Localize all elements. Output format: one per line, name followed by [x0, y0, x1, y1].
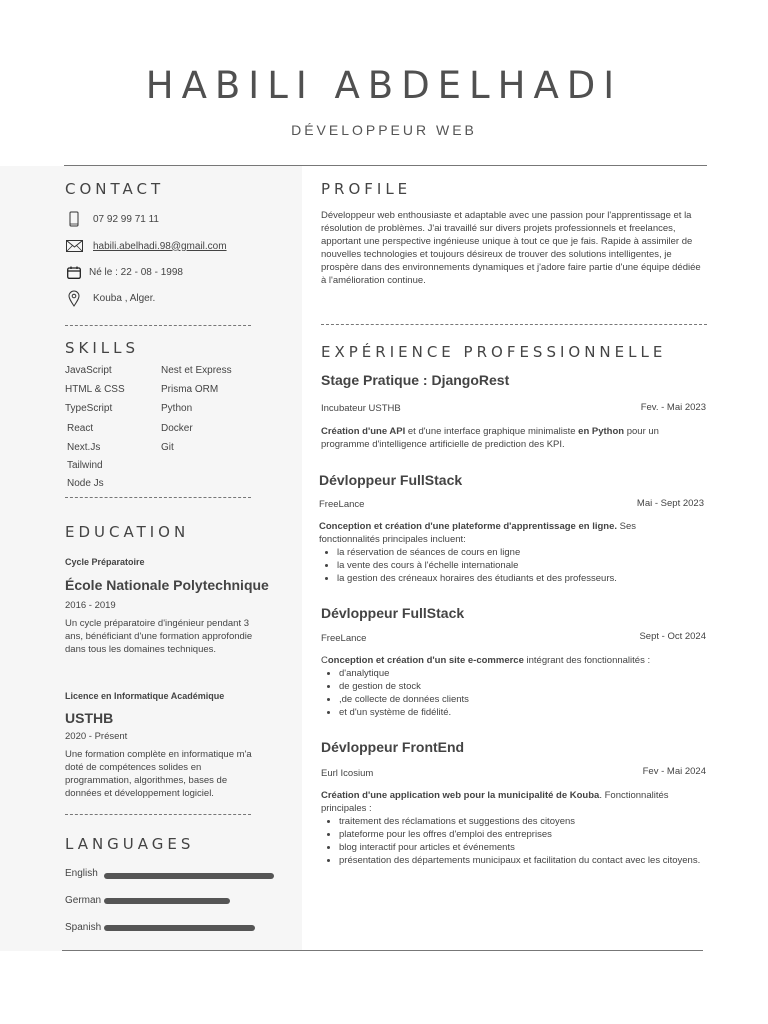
language-name: Spanish — [65, 922, 102, 933]
calendar-icon — [65, 264, 83, 280]
email-link[interactable]: habili.abelhadi.98@gmail.com — [93, 240, 227, 252]
location-pin-icon — [65, 290, 83, 306]
language-name: English — [65, 868, 98, 879]
job-org: FreeLance — [319, 499, 365, 510]
contact-heading: CONTACT — [65, 180, 165, 198]
sidebar — [0, 166, 302, 951]
skill-item: Python — [161, 403, 193, 414]
language-level-bar — [104, 873, 274, 879]
contact-email — [65, 236, 295, 256]
divider — [65, 325, 251, 326]
contact-location — [65, 288, 295, 308]
list-item: • et d'un système de fidélité. — [339, 706, 701, 719]
languages-heading: LANGUAGES — [65, 835, 195, 853]
list-item: • présentation des départements municipaux et facilitation du contact avec les citoyens. — [339, 854, 701, 867]
job-title: Dévloppeur FullStack — [321, 605, 465, 621]
divider — [321, 324, 707, 325]
education-school: USTHB — [65, 710, 114, 726]
footer-divider — [62, 950, 703, 951]
job-date: Mai - Sept 2023 — [636, 498, 704, 509]
education-heading: EDUCATION — [65, 523, 190, 541]
job-description: Création d'une API et d'une interface graphique minimaliste en Python pour un programme d'intelligence artificielle de prediction des KPI. — [321, 426, 659, 450]
education-description: Un cycle préparatoire d'ingénieur pendant 3 ans, bénéficiant d'une formation approfondie dans tous les domaines techniques. — [65, 618, 253, 655]
skill-item: Docker — [161, 423, 193, 434]
skill-item: TypeScript — [65, 403, 113, 414]
list-item: • ,de collecte de données clients — [339, 693, 701, 706]
divider — [65, 814, 251, 815]
skill-item: Prisma ORM — [161, 384, 219, 395]
job-title: DÉVELOPPEUR WEB — [291, 122, 477, 138]
experience-heading: EXPÉRIENCE PROFESSIONNELLE — [321, 343, 667, 361]
list-item: • traitement des réclamations et suggestions des citoyens — [339, 815, 701, 828]
phone-number: 07 92 99 71 11 — [93, 213, 159, 225]
job-org: FreeLance — [321, 633, 367, 644]
education-school: École Nationale Polytechnique — [65, 577, 269, 593]
education-label: Licence en Informatique Académique — [65, 691, 225, 701]
birth-date: Né le : 22 - 08 - 1998 — [89, 266, 183, 278]
skill-item: React — [67, 423, 94, 434]
language-level-bar — [104, 925, 255, 931]
person-name: HABILI ABDELHADI — [145, 64, 623, 107]
education-description: Une formation complète en informatique m'a doté de compétences solides en programmation, algorithmes, bases de données et développement logiciel. — [65, 749, 252, 799]
mail-icon — [65, 238, 83, 254]
language-level-bar — [104, 898, 230, 904]
skill-item: Git — [161, 442, 174, 453]
job-date: Sept - Oct 2024 — [639, 631, 706, 642]
job-title: Stage Pratique : DjangoRest — [321, 372, 510, 388]
job-date: Fev - Mai 2024 — [642, 766, 706, 777]
list-item: • de gestion de stock — [339, 680, 701, 693]
skill-item: HTML & CSS — [65, 384, 125, 395]
skill-item: Tailwind — [67, 460, 103, 471]
list-item: • la vente des cours à l'échelle internationale — [337, 559, 699, 572]
list-item: • la réservation de séances de cours en ligne — [337, 546, 699, 559]
list-item: • d'analytique — [339, 667, 701, 680]
job-description: Conception et création d'une plateforme d'apprentissage en ligne. Ses fonctionnalités principales incluent: • la réservation de séances de cours en ligne • la vente des cours à l'échelle internationale • la gestion des créneaux horaires des étudiants et des professeurs. — [319, 520, 699, 585]
education-years: 2016 - 2019 — [65, 600, 116, 611]
list-item: • la gestion des créneaux horaires des étudiants et des professeurs. — [337, 572, 699, 585]
profile-heading: PROFILE — [321, 180, 412, 198]
job-description: Conception et création d'un site e-commerce intégrant des fonctionnalités : • d'analytique • de gestion de stock • ,de collecte de données clients • et d'un système de fidélité. — [321, 654, 701, 719]
skill-item: Next.Js — [67, 442, 101, 453]
location: Kouba , Alger. — [93, 292, 156, 304]
phone-icon — [65, 211, 83, 227]
divider — [65, 497, 251, 498]
skills-heading: SKILLS — [65, 339, 140, 357]
list-item: • plateforme pour les offres d'emploi des entreprises — [339, 828, 701, 841]
skill-item: JavaScript — [65, 365, 112, 376]
job-description: Création d'une application web pour la municipalité de Kouba. Fonctionnalités principales : • traitement des réclamations et suggestions des citoyens • plateforme pour les offres d'emploi des entreprises • blog interactif pour articles et événements • présentation des départements municipaux et facilitation du contact avec les citoyens. — [321, 789, 701, 867]
education-years: 2020 - Présent — [65, 731, 128, 742]
job-date: Fev. - Mai 2023 — [640, 402, 706, 413]
education-label: Cycle Préparatoire — [65, 557, 145, 567]
contact-birth — [65, 262, 295, 282]
job-title: Dévloppeur FrontEnd — [321, 739, 465, 755]
list-item: • blog interactif pour articles et événements — [339, 841, 701, 854]
job-org: Eurl Icosium — [321, 768, 374, 779]
job-title: Dévloppeur FullStack — [319, 472, 463, 488]
skill-item: Nest et Express — [161, 365, 232, 376]
skill-item: Node Js — [67, 478, 104, 489]
contact-phone — [65, 209, 295, 229]
profile-text: Développeur web enthousiaste et adaptable avec une passion pour l'apprentissage et la résolution de problèmes. J'ai travaillé sur divers projets professionnels et freelances, apportant une perspective ingénieuse unique à tout ce que je fais. Rapide à assimiler de nouvelles technologies et toujours désireux de trouver des solutions intelligentes, je prospère dans des environnements dynamiques et j'adore faire partie d'une équipe dédiée à l'amélioration continue. — [321, 210, 701, 286]
job-org: Incubateur USTHB — [321, 403, 401, 414]
language-name: German — [65, 895, 102, 906]
